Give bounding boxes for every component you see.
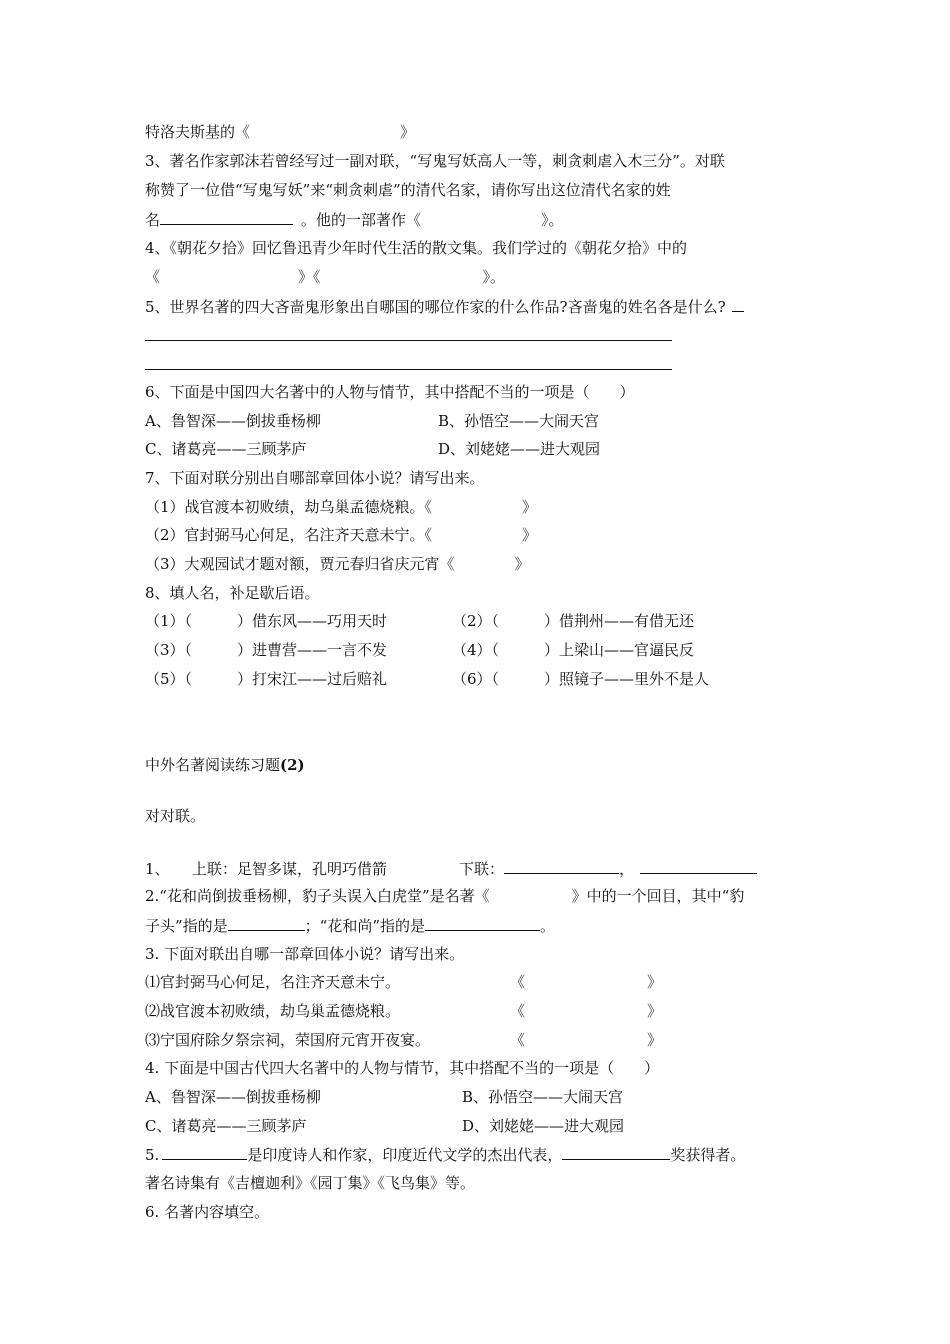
p5-line2: 著名诗集有《吉檀迦利》《园丁集》《飞鸟集》等。 — [145, 1174, 476, 1192]
answer-line-2[interactable] — [145, 369, 672, 370]
q8-stem: 8、填人名，补足歇后语。 — [145, 584, 320, 602]
blank-q5-start[interactable] — [732, 296, 744, 312]
q2-tail: 特洛夫斯基的《 》 — [145, 123, 416, 141]
p1-line: 1、 上联：足智多谋，孔明巧借箭 下联： ， — [145, 858, 757, 879]
q3-line1: 3、著名作家郭沫若曾经写过一副对联，“写鬼写妖高人一等，刺贪刺虐入木三分”。对联 — [145, 152, 725, 170]
p3-close-3: 》 — [647, 1031, 663, 1049]
q3-line2: 称赞了一位借“写鬼写妖”来“刺贪刺虐”的清代名家，请你写出这位清代名家的姓 — [145, 181, 671, 199]
p4-option-d: D、刘姥姥——进大观园 — [462, 1117, 625, 1135]
blank-p2-leopard[interactable] — [228, 915, 305, 931]
q7-item-1: （1）战官渡本初败绩，劫乌巢孟德烧粮。《 》 — [145, 498, 538, 516]
p3-stem: 3. 下面对联出自哪一部章回体小说？请写出来。 — [145, 945, 465, 963]
p3-open-3: 《 — [510, 1031, 526, 1049]
q4-line1: 4、《朝花夕拾》回忆鲁迅青少年时代生活的散文集。我们学过的《朝花夕拾》中的 — [145, 239, 688, 257]
blank-couplet-2[interactable] — [640, 858, 757, 874]
p3-open-1: 《 — [510, 973, 526, 991]
p3-item-2: ⑵战官渡本初败绩，劫乌巢孟德烧粮。 — [145, 1002, 401, 1020]
blank-p2-monk[interactable] — [425, 915, 540, 931]
q6-option-b: B、孙悟空——大闹天宫 — [438, 412, 600, 430]
p3-item-3: ⑶宁国府除夕祭宗祠，荣国府元宵开夜宴。 — [145, 1031, 431, 1049]
p3-open-2: 《 — [510, 1002, 526, 1020]
section-intro: 对对联。 — [145, 807, 206, 825]
answer-line-1[interactable] — [145, 340, 672, 341]
p4-option-a: A、鲁智深——倒拔垂杨柳 — [145, 1088, 321, 1106]
q7-item-3: （3）大观园试才题对额，贾元春归省庆元宵《 》 — [145, 555, 530, 573]
p4-option-c: C、诸葛亮——三顾茅庐 — [145, 1117, 307, 1135]
blank-p5-prize[interactable] — [562, 1144, 670, 1160]
section-title: 中外名著阅读练习题(2) — [145, 756, 305, 774]
q8-item-5: （5）（ ）打宋江——过后赔礼 — [145, 670, 388, 688]
p4-option-b: B、孙悟空——大闹天宫 — [462, 1088, 624, 1106]
q8-item-3: （3）（ ）进曹营——一言不发 — [145, 641, 388, 659]
q6-option-a: A、鲁智深——倒拔垂杨柳 — [145, 412, 321, 430]
q8-item-1: （1）（ ）借东风——巧用天时 — [145, 612, 388, 630]
q8-item-4: （4）（ ）上梁山——官逼民反 — [452, 641, 695, 659]
p3-close-2: 》 — [647, 1002, 663, 1020]
q7-item-2: （2）官封弼马心何足，名注齐天意未宁。《 》 — [145, 526, 538, 544]
q5-line: 5、世界名著的四大吝啬鬼形象出自哪国的哪位作家的什么作品?吝啬鬼的姓名各是什么? — [145, 296, 744, 317]
blank-p5-poet[interactable] — [162, 1144, 247, 1160]
q4-line2: 《 》《 》。 — [145, 268, 506, 286]
blank-author-name[interactable] — [160, 209, 293, 225]
p3-item-1: ⑴官封弼马心何足，名注齐天意未宁。 — [145, 973, 401, 991]
p5-line1: 5. 是印度诗人和作家，印度近代文学的杰出代表， 奖获得者。 — [145, 1146, 746, 1164]
q8-item-2: （2）（ ）借荆州——有借无还 — [452, 612, 695, 630]
q7-stem: 7、下面对联分别出自哪部章回体小说？请写出来。 — [145, 469, 485, 487]
q3-line3: 名 。他的一部著作《 》。 — [145, 211, 564, 229]
p3-close-1: 》 — [647, 973, 663, 991]
q6-stem: 6、下面是中国四大名著中的人物与情节，其中搭配不当的一项是（ ） — [145, 383, 635, 401]
p6-stem: 6. 名著内容填空。 — [145, 1203, 270, 1221]
p4-stem: 4. 下面是中国古代四大名著中的人物与情节，其中搭配不当的一项是（ ） — [145, 1059, 660, 1077]
q6-option-d: D、刘姥姥——进大观园 — [438, 440, 601, 458]
p2-line2: 子头”指的是 ；“花和尚”指的是 。 — [145, 917, 556, 935]
q8-item-6: （6）（ ）照镜子——里外不是人 — [452, 670, 710, 688]
p2-line1: 2.“花和尚倒拔垂杨柳，豹子头误入白虎堂”是名著《 》中的一个回目，其中“豹 — [145, 887, 745, 905]
q6-option-c: C、诸葛亮——三顾茅庐 — [145, 440, 307, 458]
blank-couplet-1[interactable] — [504, 858, 619, 874]
